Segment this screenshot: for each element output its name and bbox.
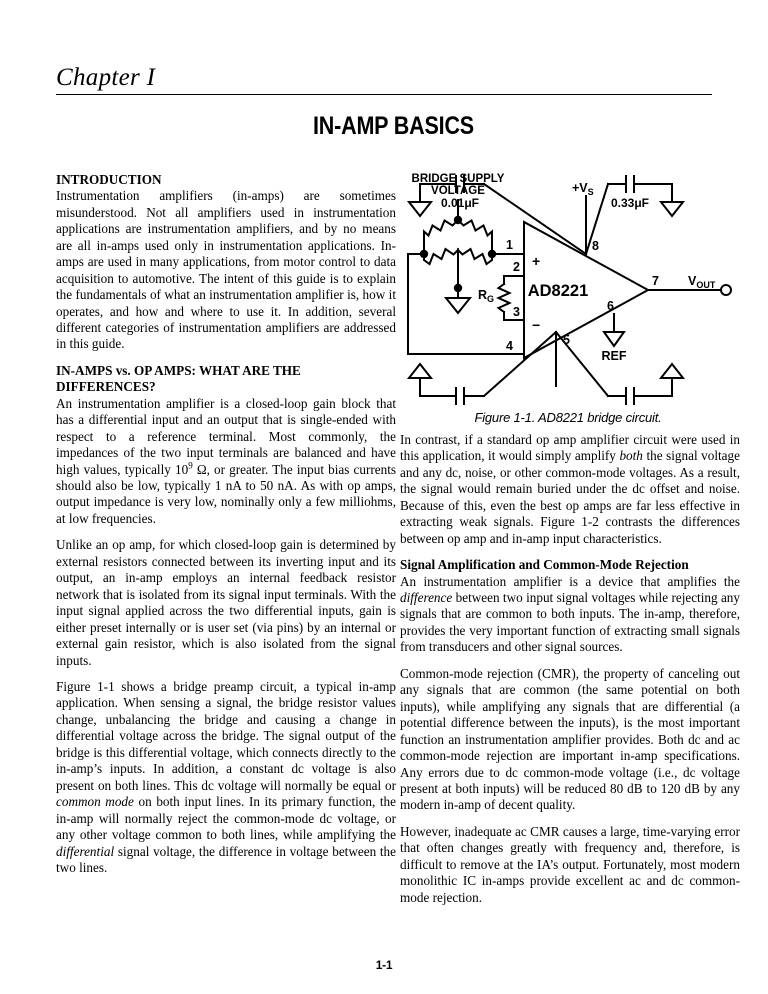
label-bridge-supply-line1: BRIDGE SUPPLY (411, 173, 505, 185)
bridge-resistor-bottom-right (458, 249, 492, 288)
junction-dot-right (488, 250, 496, 258)
text-run: In contrast, if a standard op amp amplifier circuit were used in this application, it would simply amplify (400, 432, 740, 464)
text-run: on both input lines. In its primary function, the in-amp will normally reject the common-mode dc voltage, or any other voltage common to both lines, while amplifying the (56, 794, 396, 843)
label-pin-8: 8 (592, 239, 599, 253)
bridge-resistor-top-left (424, 220, 458, 254)
cap-bl-to-pin5 (484, 332, 556, 396)
label-device-name: AD8221 (527, 282, 589, 300)
cap-tl-to-pin8 (484, 184, 586, 254)
junction-dot-bottom (454, 284, 462, 292)
vout-terminal (721, 285, 731, 295)
label-pin-3: 3 (513, 305, 520, 319)
chapter-header (56, 64, 712, 95)
label-vs-positive: $+V_S$ (572, 181, 594, 197)
bridge-resistor-top-right (458, 220, 492, 254)
ground-symbol-bridge (446, 298, 470, 313)
label-pin-2: 2 (513, 260, 520, 274)
ground-symbol-ref (604, 332, 624, 346)
label-noninverting-input: + (532, 253, 541, 269)
right-text-column (400, 432, 740, 916)
paragraph-closed-loop-gain (56, 396, 396, 528)
label-vout: $V_{OUT}$ (688, 274, 716, 290)
paragraph-bridge-preamp (56, 679, 396, 876)
page-number-footer: 1-1 (375, 958, 393, 972)
ground-symbol-bottom-right (661, 364, 683, 378)
junction-dot-left (420, 250, 428, 258)
paragraph-in-contrast (400, 432, 740, 547)
emphasis-both: both (619, 448, 643, 464)
bridge-resistor-bottom-left (424, 249, 458, 288)
paragraph-ac-cmr: However, inadequate ac CMR causes a large, time-varying error that often changes greatly with frequency and, therefore, is difficult to remove at the IA’s output. Fortunately, most modern monolithic IC in-amps provide excellent ac and dc common-mode rejection. (400, 823, 740, 905)
paragraph-cmr: Common-mode rejection (CMR), the property of canceling out any signals that are common (the same potential on both inputs), while amplifying any signals that are differential (a potential difference between the inputs), is the most important function an instrumentation amplifier provides. Both dc and ac common-mode rejection are important in-amp specifications. Any errors due to dc common-mode voltage (i.e., dc voltage present at both inputs) will be reduced 80 dB to 120 dB by any modern in-amp of decent quality. (400, 665, 740, 813)
heading-signal-amplification: Signal Amplification and Common-Mode Rejection (400, 557, 689, 573)
text-run: the signal voltage and any dc, noise, or other common-mode voltages. As a result, the signal would remain buried under the dc offset and noise. Because of this, even the best op amps are far less effective in extracting weak signals. Figure 1-2 contrasts the differences between op amp and in-amp input characteristics. (400, 448, 740, 546)
header-rule (56, 94, 712, 95)
exponent: 9 (188, 460, 193, 471)
text-run: An instrumentation amplifier is a device that amplifies the (400, 573, 740, 589)
label-pin-4: 4 (506, 339, 513, 353)
label-cap-top-left: 0.01μF (440, 196, 480, 210)
label-pin-7: 7 (652, 274, 659, 288)
text-run: Figure 1-1 shows a bridge preamp circuit, a typical in-amp application. When sensing a signal, the bridge resistor values change, unbalancing the bridge and causing a change in differential voltage across the bridge. The signal output of the bridge is this differential voltage, which connects directly to the in-amp’s inputs. In addition, a constant dc voltage is also present on both lines. This dc voltage will normally be equal or (56, 679, 396, 793)
page-title: IN-AMP BASICS (312, 112, 474, 140)
label-bridge-supply-line2: VOLTAGE (431, 185, 485, 197)
paragraph-intro: Instrumentation amplifiers (in-amps) are sometimes misunderstood. Not all amplifiers used in instrumentation applications are instrumentation amplifiers, and by no means are all in-amps used only in instrumentation applications. In-amps are used in many applications, from motor control to data acquisition to automotive. The intent of this guide is to explain the fundamentals of what an instrumentation amplifier is, how it operates, and how and where to use it. In addition, several different categories of instrumentation amplifiers are addressed in this guide. (56, 188, 396, 352)
ad8221-bridge-circuit-svg (400, 172, 736, 408)
figure-caption: Figure 1-1. AD8221 bridge circuit. (474, 410, 662, 425)
text-run: signal voltage, the difference in voltage between the two lines. (56, 843, 396, 875)
label-rg: $R_G$ (478, 288, 495, 304)
emphasis-common-mode: common mode (56, 794, 134, 810)
label-pin-5: 5 (563, 333, 570, 347)
text-run: An instrumentation amplifier is a closed-loop gain block that has a differential input and an output that is single-ended with respect to a reference terminal. Most commonly, the impedances of the two input terminals are balanced and have high values, typically 10 (56, 395, 396, 477)
rg-resistor (499, 284, 510, 312)
emphasis-difference: difference (400, 590, 453, 606)
label-pin-6: 6 (607, 299, 614, 313)
paragraph-unlike-op-amp: Unlike an op amp, for which closed-loop gain is determined by external resistors connected between its inverting input and its output, an in-amp employs an internal feedback resistor network that is isolated from its signal input terminals. With the input signal applied across the two differential inputs, gain is either preset internally or is user set (via pins) by an internal or external gain resistor, which is also isolated from the signal inputs. (56, 537, 396, 668)
label-pin-1: 1 (506, 238, 513, 252)
heading-inamps-vs-opamps: IN-AMPS vs. OP AMPS: WHAT ARE THE DIFFERENCES? (56, 362, 301, 395)
left-text-column (56, 172, 396, 886)
ground-symbol-bottom-left (409, 364, 431, 378)
emphasis-differential: differential (56, 843, 115, 859)
figure-1-1 (400, 172, 736, 425)
text-run: Ω, or greater. The input bias currents should also be low, typically 1 nA to 50 nA. As with op amps, output impedance is very low, nominally only a few milliohms, at low frequencies. (56, 461, 396, 526)
text-run: between two input signal voltages while rejecting any signals that are common to both inputs. The in-amp, therefore, provides the very important function of extracting small signals from transducers and other signal sources. (400, 590, 740, 655)
ground-symbol-top-left (409, 202, 431, 216)
ground-symbol-top-right (661, 202, 683, 216)
chapter-label: Chapter I (56, 64, 156, 91)
label-inverting-input: − (532, 317, 541, 333)
label-ref: REF (601, 349, 627, 363)
paragraph-amplifies-difference (400, 574, 740, 656)
label-cap-top-right: 0.33μF (610, 196, 650, 210)
junction-dot-top (454, 216, 462, 224)
heading-introduction: INTRODUCTION (56, 172, 162, 187)
